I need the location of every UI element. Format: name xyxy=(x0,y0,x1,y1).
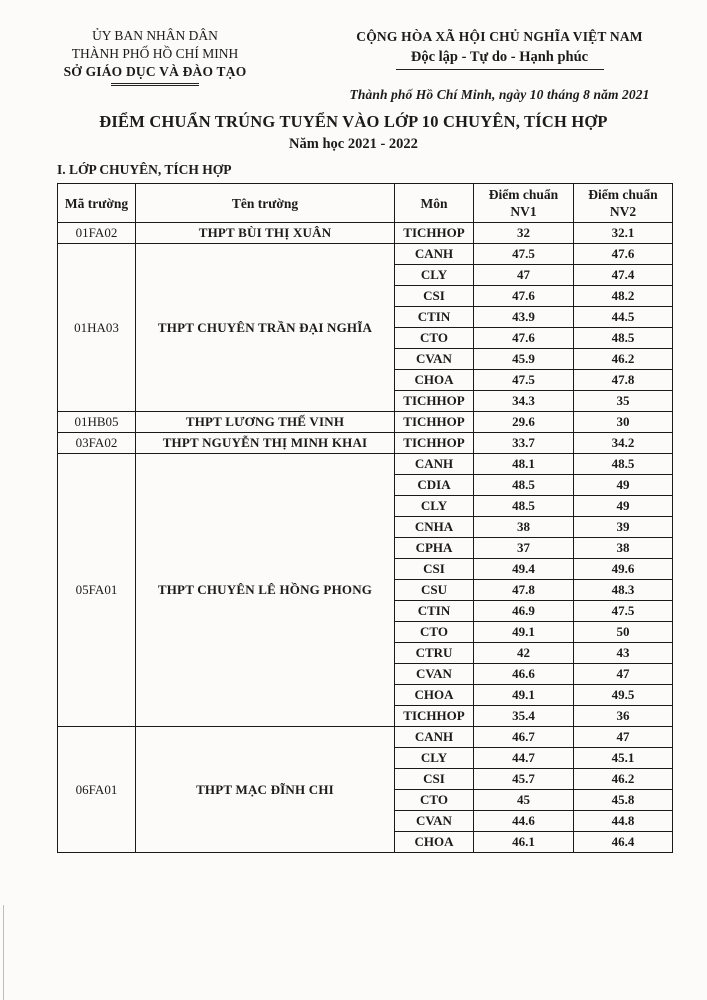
subject-cell: CANH xyxy=(395,454,474,475)
authority-line-2: THÀNH PHỐ HỒ CHÍ MINH xyxy=(71,46,239,61)
dateline: Thành phố Hồ Chí Minh, ngày 10 tháng 8 năm 2021 xyxy=(349,87,650,102)
nv1-score-cell: 44.6 xyxy=(474,811,574,832)
document-subtitle: Năm học 2021 - 2022 xyxy=(289,136,418,152)
document-header xyxy=(0,0,707,103)
authority-underline xyxy=(111,83,199,86)
school-code-cell: 01HB05 xyxy=(58,412,136,433)
nv2-score-cell: 30 xyxy=(574,412,673,433)
authority-org-name: SỞ GIÁO DỤC VÀ ĐÀO TẠO xyxy=(63,64,247,79)
authority-line-1: ỦY BAN NHÂN DÂN xyxy=(92,28,218,43)
school-name-cell: THPT CHUYÊN TRẦN ĐẠI NGHĨA xyxy=(136,244,395,412)
nv2-score-cell: 48.5 xyxy=(574,328,673,349)
nv2-score-cell: 48.3 xyxy=(574,580,673,601)
subject-cell: TICHHOP xyxy=(395,391,474,412)
subject-cell: CTIN xyxy=(395,601,474,622)
nv2-score-cell: 45.1 xyxy=(574,748,673,769)
nv2-score-cell: 38 xyxy=(574,538,673,559)
subject-cell: TICHHOP xyxy=(395,412,474,433)
nv1-score-cell: 38 xyxy=(474,517,574,538)
subject-cell: CVAN xyxy=(395,811,474,832)
school-code-cell: 03FA02 xyxy=(58,433,136,454)
nv1-score-cell: 46.7 xyxy=(474,727,574,748)
subject-cell: CPHA xyxy=(395,538,474,559)
nv2-score-cell: 44.5 xyxy=(574,307,673,328)
subject-cell: CTRU xyxy=(395,643,474,664)
nv2-score-cell: 47.4 xyxy=(574,265,673,286)
national-motto: Độc lập - Tự do - Hạnh phúc xyxy=(410,49,589,65)
subject-cell: CLY xyxy=(395,265,474,286)
subject-cell: CTO xyxy=(395,790,474,811)
nv2-score-cell: 44.8 xyxy=(574,811,673,832)
column-header-0: Mã trường xyxy=(58,184,136,223)
table-row xyxy=(58,244,673,265)
nv1-score-cell: 35.4 xyxy=(474,706,574,727)
column-header-2: Môn xyxy=(395,184,474,223)
nv1-score-cell: 48.1 xyxy=(474,454,574,475)
school-name-cell: THPT CHUYÊN LÊ HỒNG PHONG xyxy=(136,454,395,727)
nv2-score-cell: 43 xyxy=(574,643,673,664)
table-row xyxy=(58,223,673,244)
column-header-1: Tên trường xyxy=(136,184,395,223)
nv2-score-cell: 46.2 xyxy=(574,769,673,790)
column-header-3: Điểm chuẩn NV1 xyxy=(474,184,574,223)
nv1-score-cell: 49.1 xyxy=(474,685,574,706)
nv2-score-cell: 34.2 xyxy=(574,433,673,454)
nv2-score-cell: 49.6 xyxy=(574,559,673,580)
column-header-4: Điểm chuẩn NV2 xyxy=(574,184,673,223)
nv1-score-cell: 45.7 xyxy=(474,769,574,790)
nv1-score-cell: 37 xyxy=(474,538,574,559)
subject-cell: CVAN xyxy=(395,349,474,370)
national-title: CỘNG HÒA XÃ HỘI CHỦ NGHĨA VIỆT NAM xyxy=(356,29,643,44)
nv1-score-cell: 47.6 xyxy=(474,286,574,307)
subject-cell: CTIN xyxy=(395,307,474,328)
nv1-score-cell: 45 xyxy=(474,790,574,811)
scan-artifact-line xyxy=(3,905,4,1000)
nv1-score-cell: 47.5 xyxy=(474,244,574,265)
table-row xyxy=(58,454,673,475)
section-heading: I. LỚP CHUYÊN, TÍCH HỢP xyxy=(57,162,232,177)
nv1-score-cell: 48.5 xyxy=(474,496,574,517)
national-motto-block xyxy=(310,27,707,103)
nv2-score-cell: 47.6 xyxy=(574,244,673,265)
nv2-score-cell: 50 xyxy=(574,622,673,643)
motto-underline xyxy=(396,69,604,70)
nv2-score-cell: 47.8 xyxy=(574,370,673,391)
nv2-score-cell: 35 xyxy=(574,391,673,412)
nv1-score-cell: 42 xyxy=(474,643,574,664)
nv1-score-cell: 44.7 xyxy=(474,748,574,769)
nv1-score-cell: 43.9 xyxy=(474,307,574,328)
subject-cell: CNHA xyxy=(395,517,474,538)
school-name-cell: THPT MẠC ĐĨNH CHI xyxy=(136,727,395,853)
subject-cell: CDIA xyxy=(395,475,474,496)
subject-cell: CTO xyxy=(395,622,474,643)
subject-cell: CSI xyxy=(395,286,474,307)
subject-cell: CANH xyxy=(395,244,474,265)
nv2-score-cell: 49 xyxy=(574,496,673,517)
subject-cell: CTO xyxy=(395,328,474,349)
nv2-score-cell: 39 xyxy=(574,517,673,538)
subject-cell: TICHHOP xyxy=(395,433,474,454)
nv2-score-cell: 45.8 xyxy=(574,790,673,811)
subject-cell: CHOA xyxy=(395,685,474,706)
nv1-score-cell: 45.9 xyxy=(474,349,574,370)
table-header-row xyxy=(58,184,673,223)
score-table-body xyxy=(58,223,673,853)
nv1-score-cell: 48.5 xyxy=(474,475,574,496)
nv1-score-cell: 47.5 xyxy=(474,370,574,391)
nv2-score-cell: 32.1 xyxy=(574,223,673,244)
nv2-score-cell: 46.2 xyxy=(574,349,673,370)
school-code-cell: 01HA03 xyxy=(58,244,136,412)
nv1-score-cell: 47 xyxy=(474,265,574,286)
school-code-cell: 06FA01 xyxy=(58,727,136,853)
school-code-cell: 01FA02 xyxy=(58,223,136,244)
subject-cell: CLY xyxy=(395,748,474,769)
table-row xyxy=(58,412,673,433)
subject-cell: CSU xyxy=(395,580,474,601)
nv1-score-cell: 33.7 xyxy=(474,433,574,454)
subject-cell: TICHHOP xyxy=(395,706,474,727)
subject-cell: CANH xyxy=(395,727,474,748)
table-row xyxy=(58,433,673,454)
subject-cell: CHOA xyxy=(395,370,474,391)
school-code-cell: 05FA01 xyxy=(58,454,136,727)
nv1-score-cell: 47.8 xyxy=(474,580,574,601)
score-table xyxy=(57,183,673,853)
nv2-score-cell: 49 xyxy=(574,475,673,496)
nv2-score-cell: 47.5 xyxy=(574,601,673,622)
nv1-score-cell: 46.1 xyxy=(474,832,574,853)
nv1-score-cell: 49.1 xyxy=(474,622,574,643)
nv2-score-cell: 36 xyxy=(574,706,673,727)
nv1-score-cell: 46.9 xyxy=(474,601,574,622)
nv1-score-cell: 46.6 xyxy=(474,664,574,685)
subject-cell: CVAN xyxy=(395,664,474,685)
nv1-score-cell: 34.3 xyxy=(474,391,574,412)
issuing-authority-block xyxy=(0,27,310,103)
subject-cell: CSI xyxy=(395,769,474,790)
document-title: ĐIỂM CHUẨN TRÚNG TUYỂN VÀO LỚP 10 CHUYÊN, TÍCH HỢP xyxy=(99,112,608,131)
nv2-score-cell: 47 xyxy=(574,664,673,685)
nv2-score-cell: 46.4 xyxy=(574,832,673,853)
subject-cell: CLY xyxy=(395,496,474,517)
school-name-cell: THPT BÙI THỊ XUÂN xyxy=(136,223,395,244)
score-table-head xyxy=(58,184,673,223)
nv2-score-cell: 48.2 xyxy=(574,286,673,307)
nv1-score-cell: 32 xyxy=(474,223,574,244)
subject-cell: CHOA xyxy=(395,832,474,853)
subject-cell: CSI xyxy=(395,559,474,580)
nv2-score-cell: 48.5 xyxy=(574,454,673,475)
nv1-score-cell: 47.6 xyxy=(474,328,574,349)
nv1-score-cell: 29.6 xyxy=(474,412,574,433)
school-name-cell: THPT NGUYỄN THỊ MINH KHAI xyxy=(136,433,395,454)
subject-cell: TICHHOP xyxy=(395,223,474,244)
nv2-score-cell: 47 xyxy=(574,727,673,748)
table-row xyxy=(58,727,673,748)
nv2-score-cell: 49.5 xyxy=(574,685,673,706)
school-name-cell: THPT LƯƠNG THẾ VINH xyxy=(136,412,395,433)
nv1-score-cell: 49.4 xyxy=(474,559,574,580)
